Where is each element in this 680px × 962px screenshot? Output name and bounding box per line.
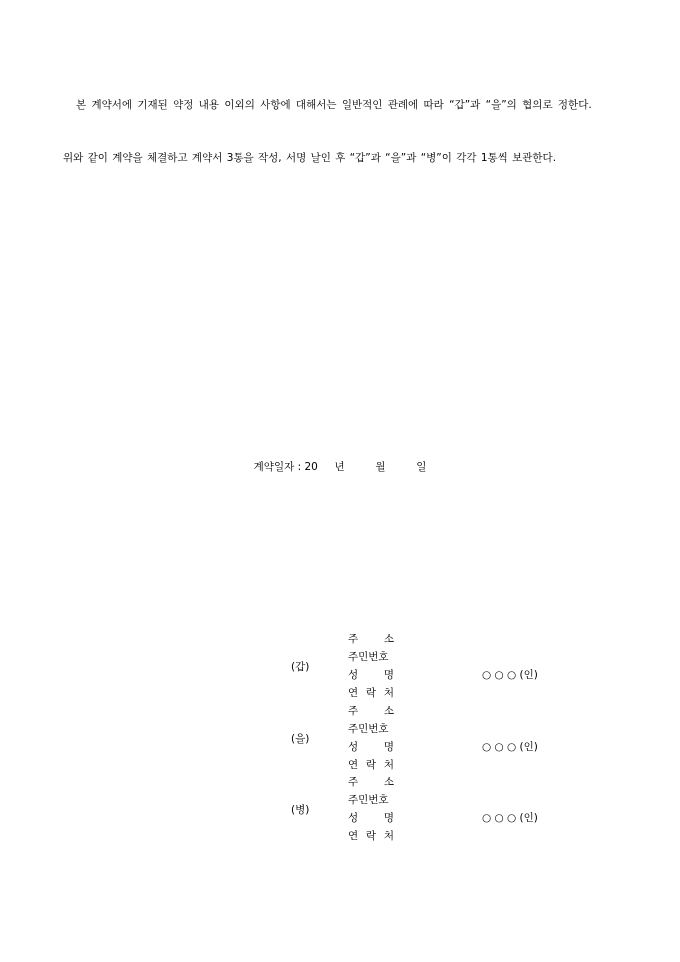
party-gap bbox=[0, 630, 680, 702]
field-resident-number: 주민번호 bbox=[348, 651, 389, 663]
field-name: 성 명 bbox=[348, 812, 394, 824]
contract-date-day: 일 bbox=[416, 461, 427, 473]
field-address: 주 소 bbox=[348, 776, 394, 788]
party-fields bbox=[348, 630, 394, 702]
signature-placeholder: ○ ○ ○ (인) bbox=[482, 669, 538, 681]
signature-placeholder: ○ ○ ○ (인) bbox=[482, 741, 538, 753]
field-name: 성 명 bbox=[348, 669, 394, 681]
party-label: (갑) bbox=[291, 660, 310, 673]
field-contact: 연 락 처 bbox=[348, 687, 394, 699]
field-resident-number: 주민번호 bbox=[348, 723, 389, 735]
signature-placeholder: ○ ○ ○ (인) bbox=[482, 812, 538, 824]
clause-paragraph: 본 계약서에 기재된 약정 내용 이외의 사항에 대해서는 일반적인 관례에 따라 “갑”과 “을”의 협의로 정한다. bbox=[76, 99, 592, 111]
field-address: 주 소 bbox=[348, 633, 394, 645]
party-fields bbox=[348, 702, 394, 774]
field-name: 성 명 bbox=[348, 741, 394, 753]
field-contact: 연 락 처 bbox=[348, 759, 394, 771]
field-contact: 연 락 처 bbox=[348, 830, 394, 842]
party-fields bbox=[348, 773, 394, 845]
closing-paragraph: 위와 같이 계약을 체결하고 계약서 3통을 작성, 서명 날인 후 “갑”과 “을”과 “병”이 각각 1통씩 보관한다. bbox=[63, 152, 557, 164]
party-label: (을) bbox=[291, 732, 310, 745]
party-label: (병) bbox=[291, 803, 310, 816]
contract-date-label: 계약일자 : 20 bbox=[253, 461, 318, 473]
contract-date bbox=[0, 458, 680, 477]
contract-date-month: 월 bbox=[375, 461, 386, 473]
party-byeong bbox=[0, 773, 680, 845]
field-resident-number: 주민번호 bbox=[348, 794, 389, 806]
party-eul bbox=[0, 702, 680, 774]
field-address: 주 소 bbox=[348, 705, 394, 717]
contract-date-year: 년 bbox=[334, 461, 345, 473]
